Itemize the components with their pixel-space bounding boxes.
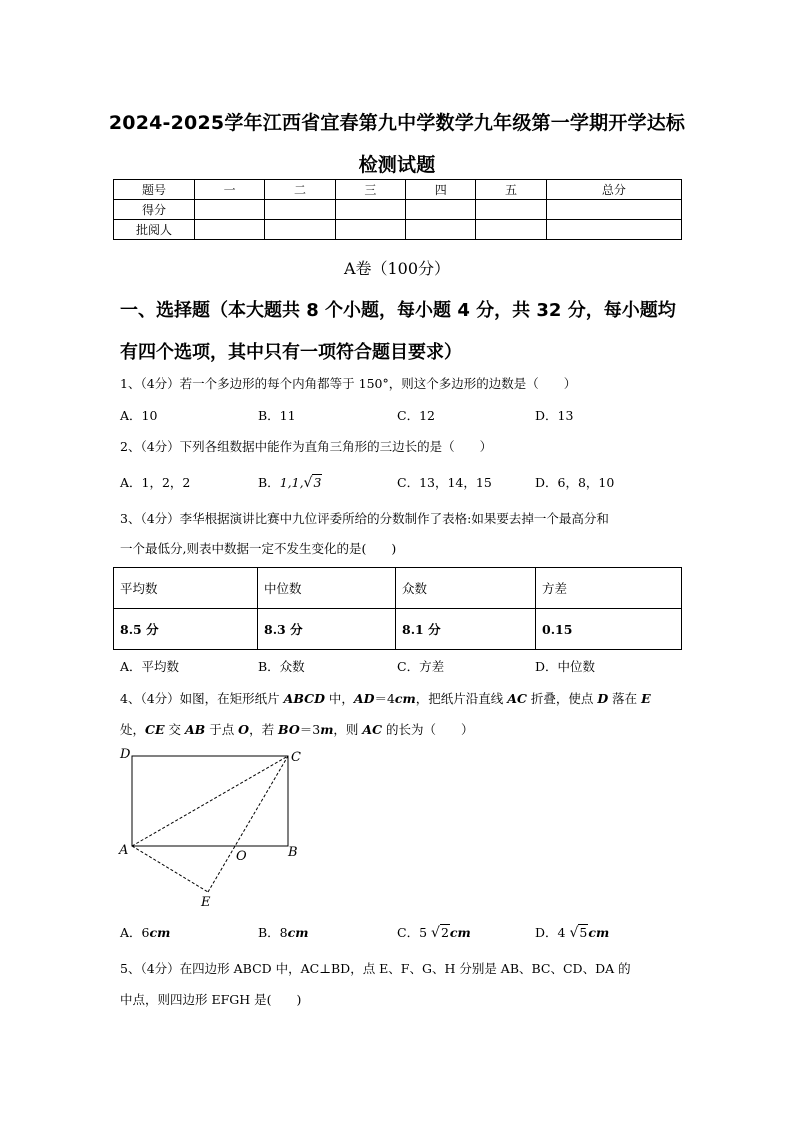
score-cell[interactable] xyxy=(265,220,335,240)
text: ，把纸片沿直线 xyxy=(415,691,508,706)
q3-table-header-row xyxy=(114,568,682,609)
q4-option-c[interactable] xyxy=(397,923,471,943)
score-cell[interactable] xyxy=(265,200,335,220)
title-line-2: 检测试题 xyxy=(358,154,436,176)
q3-table-header-cell: 中位数 xyxy=(258,568,396,609)
sqrt-symbol: √3 xyxy=(303,475,322,491)
q1-option-c[interactable]: C．12 xyxy=(397,408,435,423)
question-4-stem-line-2 xyxy=(120,720,680,740)
score-header-cell: 一 xyxy=(195,180,265,200)
score-cell[interactable] xyxy=(195,200,265,220)
score-cell[interactable] xyxy=(406,220,476,240)
question-1-stem: 1、（4分）若一个多边形的每个内角都等于 150°，则这个多边形的边数是（ ） xyxy=(120,376,577,391)
q2-option-b-radicand: 3 xyxy=(313,475,322,490)
text: AC xyxy=(507,691,527,706)
q4-figure xyxy=(112,744,312,910)
text: O xyxy=(238,722,250,737)
title-line-1: 2024-2025学年江西省宜春第九中学数学九年级第一学期开学达标 xyxy=(108,112,686,134)
label-e: E xyxy=(201,895,211,910)
q4-option-c-radicand: 2 xyxy=(440,925,449,940)
score-cell[interactable] xyxy=(546,200,681,220)
q3-table-value-cell: 8.1 分 xyxy=(396,609,536,650)
q4-option-d-radicand: 5 xyxy=(579,925,588,940)
question-3-stem-line-1: 3、（4分）李华根据演讲比赛中九位评委所给的分数制作了表格:如果要去掉一个最高分和 xyxy=(120,511,609,526)
label-a: A xyxy=(119,843,129,858)
text: AB xyxy=(184,722,206,737)
text: AD xyxy=(353,691,375,706)
question-4-stem-line-1 xyxy=(120,689,680,709)
q3-table-header-cell: 方差 xyxy=(536,568,682,609)
q3-table-value-cell: 8.5 分 xyxy=(114,609,258,650)
sqrt-symbol: √5 xyxy=(569,925,588,941)
q4-option-c-unit: cm xyxy=(449,925,471,940)
score-header-cell: 三 xyxy=(335,180,405,200)
q2-option-b-prefix: 1,1, xyxy=(279,475,304,490)
q3-stat-table xyxy=(113,567,682,650)
q4-option-d-unit: cm xyxy=(588,925,610,940)
q3-table-header-cell: 平均数 xyxy=(114,568,258,609)
q4-option-b[interactable] xyxy=(258,923,308,943)
q3-table-value-cell: 0.15 xyxy=(536,609,682,650)
q4-option-d-label: D．4 xyxy=(535,925,566,940)
q4-option-a-unit: cm xyxy=(149,925,171,940)
label-d: D xyxy=(120,747,131,762)
score-cell[interactable] xyxy=(195,220,265,240)
text: 落在 xyxy=(608,691,642,706)
segment-ae xyxy=(132,846,208,892)
text: 中， xyxy=(324,691,354,706)
score-row-label: 得分 xyxy=(114,200,195,220)
q2-option-b-label: B． xyxy=(258,475,280,490)
text: 4、（4分）如图，在矩形纸片 xyxy=(120,691,284,706)
section-1-heading-line-1: 一、选择题（本大题共 8 个小题，每小题 4 分，共 32 分，每小题均 xyxy=(120,300,676,321)
score-header-cell: 二 xyxy=(265,180,335,200)
diagonal-ac xyxy=(132,756,288,846)
score-table-header-row xyxy=(114,180,682,200)
text: ＝3 xyxy=(299,722,321,737)
q2-option-d[interactable]: D．6，8，10 xyxy=(535,475,615,490)
q3-option-d[interactable]: D．中位数 xyxy=(535,659,596,674)
section-1-heading-line-2: 有四个选项，其中只有一项符合题目要求） xyxy=(120,342,462,363)
score-header-cell: 题号 xyxy=(114,180,195,200)
label-o: O xyxy=(236,849,247,864)
question-5-stem-line-1: 5、（4分）在四边形 ABCD 中，AC⊥BD，点 E、F、G、H 分别是 AB、BC、CD、DA 的 xyxy=(120,961,631,976)
text: D xyxy=(597,691,609,706)
question-5-stem-line-2: 中点，则四边形 EFGH 是( ) xyxy=(120,992,302,1007)
section-a-heading: A卷（100分） xyxy=(343,259,451,278)
question-2-stem: 2、（4分）下列各组数据中能作为直角三角形的三边长的是（ ） xyxy=(120,439,493,454)
q2-option-c[interactable]: C．13，14，15 xyxy=(397,475,492,490)
text: 交 xyxy=(164,722,185,737)
text: 的长为（ ） xyxy=(382,722,474,737)
label-b: B xyxy=(288,845,298,860)
text: AC xyxy=(362,722,383,737)
text: ABCD xyxy=(283,691,325,706)
text: ＝4 xyxy=(374,691,395,706)
score-cell[interactable] xyxy=(546,220,681,240)
text: 处， xyxy=(120,722,146,737)
score-cell[interactable] xyxy=(476,200,546,220)
q1-option-b[interactable]: B．11 xyxy=(258,408,296,423)
q3-table-value-cell: 8.3 分 xyxy=(258,609,396,650)
q1-option-a[interactable]: A．10 xyxy=(120,408,158,423)
score-cell[interactable] xyxy=(335,200,405,220)
q3-table-value-row xyxy=(114,609,682,650)
text: E xyxy=(641,691,651,706)
score-table-row xyxy=(114,220,682,240)
score-table-row xyxy=(114,200,682,220)
score-cell[interactable] xyxy=(476,220,546,240)
score-cell[interactable] xyxy=(335,220,405,240)
text: 折叠，使点 xyxy=(526,691,598,706)
q2-option-a[interactable]: A．1，2，2 xyxy=(120,475,191,490)
text: ，则 xyxy=(333,722,363,737)
score-header-cell: 五 xyxy=(476,180,546,200)
text: ，若 xyxy=(249,722,279,737)
q4-option-c-label: C．5 xyxy=(397,925,428,940)
sqrt-symbol: √2 xyxy=(431,925,449,941)
q4-option-b-label: B．8 xyxy=(258,925,288,940)
text: cm xyxy=(394,691,416,706)
q2-option-b[interactable] xyxy=(258,473,322,493)
q4-option-d[interactable] xyxy=(535,923,609,943)
text: CE xyxy=(145,722,165,737)
score-table xyxy=(113,179,682,240)
q3-table-header-cell: 众数 xyxy=(396,568,536,609)
q4-option-b-unit: cm xyxy=(287,925,309,940)
score-cell[interactable] xyxy=(406,200,476,220)
text: 于点 xyxy=(205,722,239,737)
q3-option-c[interactable]: C．方差 xyxy=(397,659,445,674)
q3-option-b[interactable]: B．众数 xyxy=(258,659,305,674)
question-3-stem-line-2: 一个最低分,则表中数据一定不发生变化的是( ) xyxy=(120,541,397,556)
label-c: C xyxy=(291,750,301,765)
q1-option-d[interactable]: D．13 xyxy=(535,408,574,423)
segment-ec xyxy=(208,756,288,892)
text: BO xyxy=(278,722,300,737)
score-header-cell: 总分 xyxy=(546,180,681,200)
score-row-label: 批阅人 xyxy=(114,220,195,240)
q4-option-a[interactable] xyxy=(120,923,170,943)
q4-option-a-label: A．6 xyxy=(120,925,150,940)
score-header-cell: 四 xyxy=(406,180,476,200)
text: m xyxy=(320,722,334,737)
q3-option-a[interactable]: A．平均数 xyxy=(120,659,180,674)
